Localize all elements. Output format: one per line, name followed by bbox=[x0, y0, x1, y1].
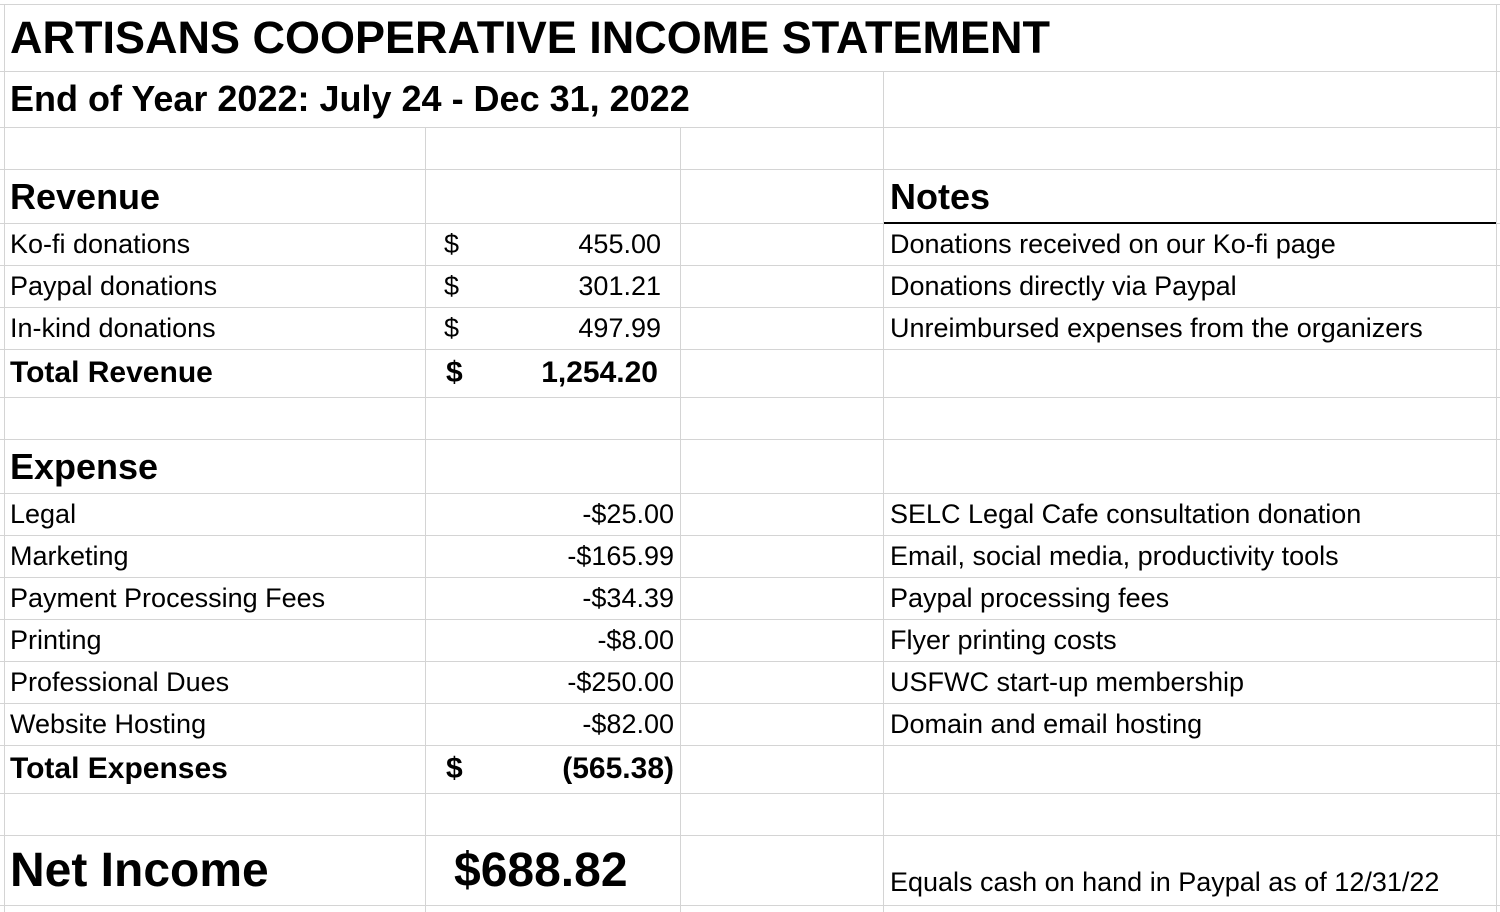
notes-heading: Notes bbox=[890, 176, 991, 217]
currency-symbol: $ bbox=[444, 313, 460, 343]
currency-symbol: $ bbox=[444, 229, 460, 259]
expense-item-note: Paypal processing fees bbox=[890, 583, 1170, 613]
currency-symbol: $ bbox=[444, 271, 460, 301]
expense-item-label: Payment Processing Fees bbox=[10, 583, 326, 613]
revenue-item-note: Donations received on our Ko-fi page bbox=[890, 229, 1336, 259]
net-income-amount: $688.82 bbox=[454, 844, 628, 897]
gridline-right bbox=[1496, 4, 1497, 912]
total-revenue-amount: 1,254.20 bbox=[541, 356, 658, 389]
revenue-item-amount: 301.21 bbox=[578, 271, 661, 301]
expense-item-amount: -$250.00 bbox=[567, 667, 674, 697]
row-blank-3 bbox=[0, 794, 1500, 836]
expense-item-amount: -$165.99 bbox=[567, 541, 674, 571]
expense-item-label: Printing bbox=[10, 625, 102, 655]
total-expenses-amount: (565.38) bbox=[562, 752, 674, 785]
expense-item-label: Legal bbox=[10, 499, 77, 529]
revenue-heading: Revenue bbox=[10, 176, 161, 217]
expense-item-label: Marketing bbox=[10, 541, 129, 571]
expense-item-amount: -$82.00 bbox=[582, 709, 674, 739]
gridline-col-d bbox=[883, 72, 884, 912]
expense-item-note: Flyer printing costs bbox=[890, 625, 1117, 655]
revenue-item-amount: 497.99 bbox=[578, 313, 661, 343]
row-revenue-heading bbox=[0, 170, 1500, 224]
revenue-item-note: Donations directly via Paypal bbox=[890, 271, 1237, 301]
expense-item-note: USFWC start-up membership bbox=[890, 667, 1245, 697]
net-income-label: Net Income bbox=[10, 844, 269, 897]
row-rev-2 bbox=[0, 266, 1500, 308]
revenue-item-label: Ko-fi donations bbox=[10, 229, 191, 259]
total-revenue-label: Total Revenue bbox=[10, 356, 213, 389]
expense-heading: Expense bbox=[10, 446, 159, 487]
total-expenses-label: Total Expenses bbox=[10, 752, 228, 785]
row-exp-4 bbox=[0, 620, 1500, 662]
row-exp-6 bbox=[0, 704, 1500, 746]
statement-subtitle: End of Year 2022: July 24 - Dec 31, 2022 bbox=[10, 78, 690, 119]
gridline-left bbox=[4, 4, 5, 912]
expense-item-note: SELC Legal Cafe consultation donation bbox=[890, 499, 1362, 529]
expense-item-amount: -$8.00 bbox=[597, 625, 674, 655]
expense-item-label: Professional Dues bbox=[10, 667, 230, 697]
statement-title: ARTISANS COOPERATIVE INCOME STATEMENT bbox=[10, 12, 1051, 63]
revenue-item-amount: 455.00 bbox=[578, 229, 661, 259]
expense-item-amount: -$25.00 bbox=[582, 499, 674, 529]
expense-item-label: Website Hosting bbox=[10, 709, 207, 739]
row-expense-heading bbox=[0, 440, 1500, 494]
net-income-note: Equals cash on hand in Paypal as of 12/31/22 bbox=[890, 867, 1440, 897]
expense-item-note: Domain and email hosting bbox=[890, 709, 1203, 739]
expense-item-note: Email, social media, productivity tools bbox=[890, 541, 1339, 571]
expense-item-amount: -$34.39 bbox=[582, 583, 674, 613]
gridline-col-b bbox=[425, 128, 426, 912]
currency-symbol: $ bbox=[446, 752, 463, 785]
row-blank-1 bbox=[0, 128, 1500, 170]
row-rev-total bbox=[0, 350, 1500, 398]
gridline-col-c bbox=[680, 128, 681, 912]
notes-heading-underline bbox=[884, 222, 1496, 224]
revenue-item-label: In-kind donations bbox=[10, 313, 216, 343]
currency-symbol: $ bbox=[446, 356, 463, 389]
revenue-item-note: Unreimbursed expenses from the organizers bbox=[890, 313, 1423, 343]
revenue-item-label: Paypal donations bbox=[10, 271, 218, 301]
row-blank-2 bbox=[0, 398, 1500, 440]
